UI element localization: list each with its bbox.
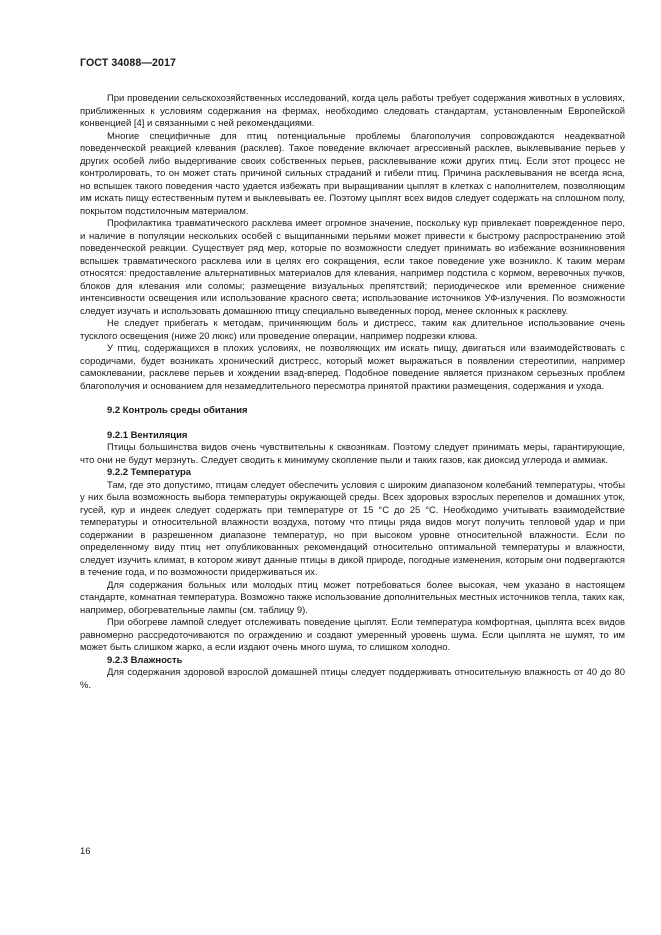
paragraph: При проведении сельскохозяйственных исследований, когда цель работы требует содержания животных в условиях, приближенных к условиям содержания на фермах, необходимо следовать стандартам, установленным Европейской конвенцией [4] и связанными с ней рекомендациями. xyxy=(80,93,625,129)
subsection-heading-9-2-2: 9.2.2 Температура xyxy=(107,467,191,478)
paragraph: Для содержания здоровой взрослой домашней птицы следует поддерживать относительную влажность от 40 до 80 %. xyxy=(80,667,625,691)
subsection-heading-9-2-1: 9.2.1 Вентиляция xyxy=(107,429,188,441)
document-body xyxy=(80,93,625,692)
section-heading-9-2: 9.2 Контроль среды обитания xyxy=(107,405,248,416)
paragraph: Для содержания больных или молодых птиц может потребоваться более высокая, чем указано в настоящем стандарте, комнатная температура. Возможно также использование дополнительных местных источников тепла, таких как, например, обогревательные лампы (см. таблицу 9). xyxy=(80,579,625,616)
paragraph: Многие специфичные для птиц потенциальные проблемы благополучия сопровождаются неадекватной поведенческой реакцией клевания (расклев). Такое поведение включает агрессивный расклев, выклевывание перьев у других особей либо выдергивание своих собственных перьев, расклевывание кожи других птиц. Если этот процесс не контролировать, то он может стать причиной сильных страданий и гибели птиц. Причина расклевывания не всегда ясна, но вспышек такого поведения часто удается избежать при выращивании цыплят в клетках с наполнителем, позволяющим им искать пищу естественным путем и выклевывать ее. Поэтому цыплят всех видов следует содержать на сплошном полу, покрытом подстилочным материалом. xyxy=(80,130,625,217)
subsection-heading-9-2-3: 9.2.3 Влажность xyxy=(107,654,183,666)
paragraph: У птиц, содержащихся в плохих условиях, не позволяющих им искать пищу, двигаться или взаимодействовать с сородичами, будет возникать хронический дистресс, который может выражаться в появлении стереотипии, например самоклевании, расклеве перьев и хождении взад-вперед. Подобное поведение является признаком серьезных проблем благополучия и основанием для незамедлительного пересмотра принятой практики размещения, содержания и ухода. xyxy=(80,343,625,392)
paragraph: Там, где это допустимо, птицам следует обеспечить условия с широким диапазоном колебаний температуры, чтобы у них была возможность выбора температуры окружающей среды. Всех здоровых взрослых перепелов и домашних уток, гусей, кур и индеек следует содержать при температуре от 15 °C до 25 °C. Необходимо учитывать взаимодействие температуры и относительной влажности воздуха, потому что птицы ряда видов могут получить тепловой удар и при содержании в разрешенном диапазоне температур, но при высоком уровне относительной влажности. Если по определенному виду птиц нет опубликованных рекомендаций относительно оптимальной температуры и влажности, следует изучить климат, в котором живут данные птицы в дикой природе, погодные изменения, которым они подвергаются в течение года, и по возможности придерживаться их. xyxy=(80,479,625,578)
page-header: ГОСТ 34088—2017 xyxy=(80,57,177,69)
paragraph: При обогреве лампой следует отслеживать поведение цыплят. Если температура комфортная, цыплята всех видов равномерно рассредоточиваются по ограждению и создают умеренный уровень шума. Если цыплята не шумят, то им может быть слишком жарко, а если издают очень много шума, то слишком холодно. xyxy=(80,617,625,653)
paragraph: Профилактика травматического расклева имеет огромное значение, поскольку кур привлекает поврежденное перо, и наличие в популяции нескольких особей с выщипанными перьями может привести к быстрому распространению этой поведенческой реакции. Существует ряд мер, которые по возможности следует принимать во избежание возникновения вспышек травматического расклева или в целях его сокращения, если такое поведение уже возникло. К таким мерам относятся: предоставление альтернативных материалов для клевания, например подстила с кормом, веревочных пучков, блоков для клевания или соломы; размещение визуальных препятствий; периодическое или временное снижение интенсивности освещения или использование красного света; использование источников УФ-излучения. По возможности следует изучать и использовать домашнюю птицу специально выведенных пород, менее склонных к расклеву. xyxy=(80,218,625,317)
paragraph: Птицы большинства видов очень чувствительны к сквознякам. Поэтому следует принимать меры, гарантирующие, что они не будут мерзнуть. Следует сводить к минимуму скопление пыли и таких газов, как диоксид углерода и аммиак. xyxy=(80,442,625,466)
page-number: 16 xyxy=(80,846,91,857)
paragraph: Не следует прибегать к методам, причиняющим боль и дистресс, таким как длительное использование очень тусклого освещения (ниже 20 люкс) или проведение операции, например подрезки клюва. xyxy=(80,318,625,342)
